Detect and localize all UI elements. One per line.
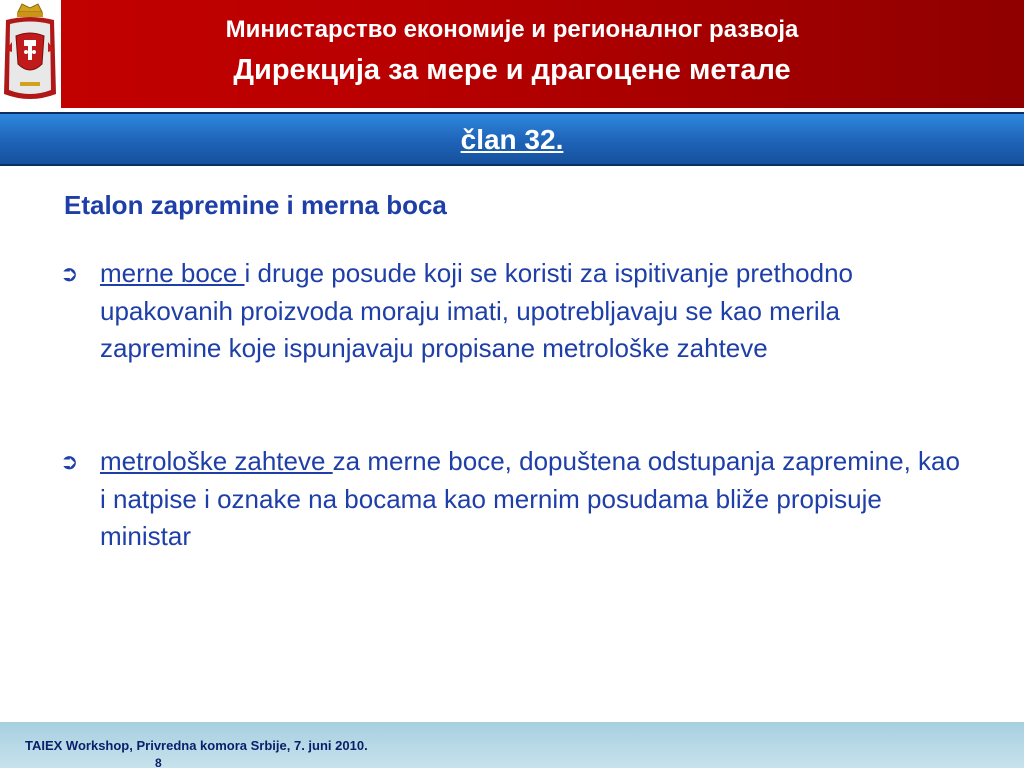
directorate-name: Дирекција за мере и драгоцене метале xyxy=(233,54,791,86)
slide-title[interactable]: član 32. xyxy=(460,124,564,155)
page-number: 8 xyxy=(155,756,162,770)
bullet-term-link[interactable]: merne boce xyxy=(100,258,245,288)
bullet-text: i druge posude koji se koristi za ispitivanje prethodno upakovanih proizvoda moraju imati, upotrebljavaju se kao merila zapremine koje ispunjavaju propisane metrološke zahteve xyxy=(100,258,853,363)
arrow-bullet-icon: ➲ xyxy=(60,261,79,286)
bullet-item xyxy=(60,443,960,556)
slide-subtitle: Etalon zapremine i merna boca xyxy=(64,190,447,220)
title-band xyxy=(0,112,1024,166)
arrow-bullet-icon: ➲ xyxy=(60,449,79,474)
bullet-body xyxy=(100,255,960,368)
header-banner xyxy=(0,0,1024,108)
ministry-name: Министарство економије и регионалног развоја xyxy=(225,16,799,43)
footer-text: TAIEX Workshop, Privredna komora Srbije, 7. juni 2010. xyxy=(25,738,368,753)
bullet-text: za merne boce, dopuštena odstupanja zapremine, kao i natpise i oznake na bocama kao mernim posudama bliže propisuje ministar xyxy=(100,446,960,551)
footer-bar xyxy=(0,722,1024,768)
bullet-item xyxy=(60,255,960,368)
bullet-term-link[interactable]: metrološke zahteve xyxy=(100,446,333,476)
bullet-body xyxy=(100,443,960,556)
